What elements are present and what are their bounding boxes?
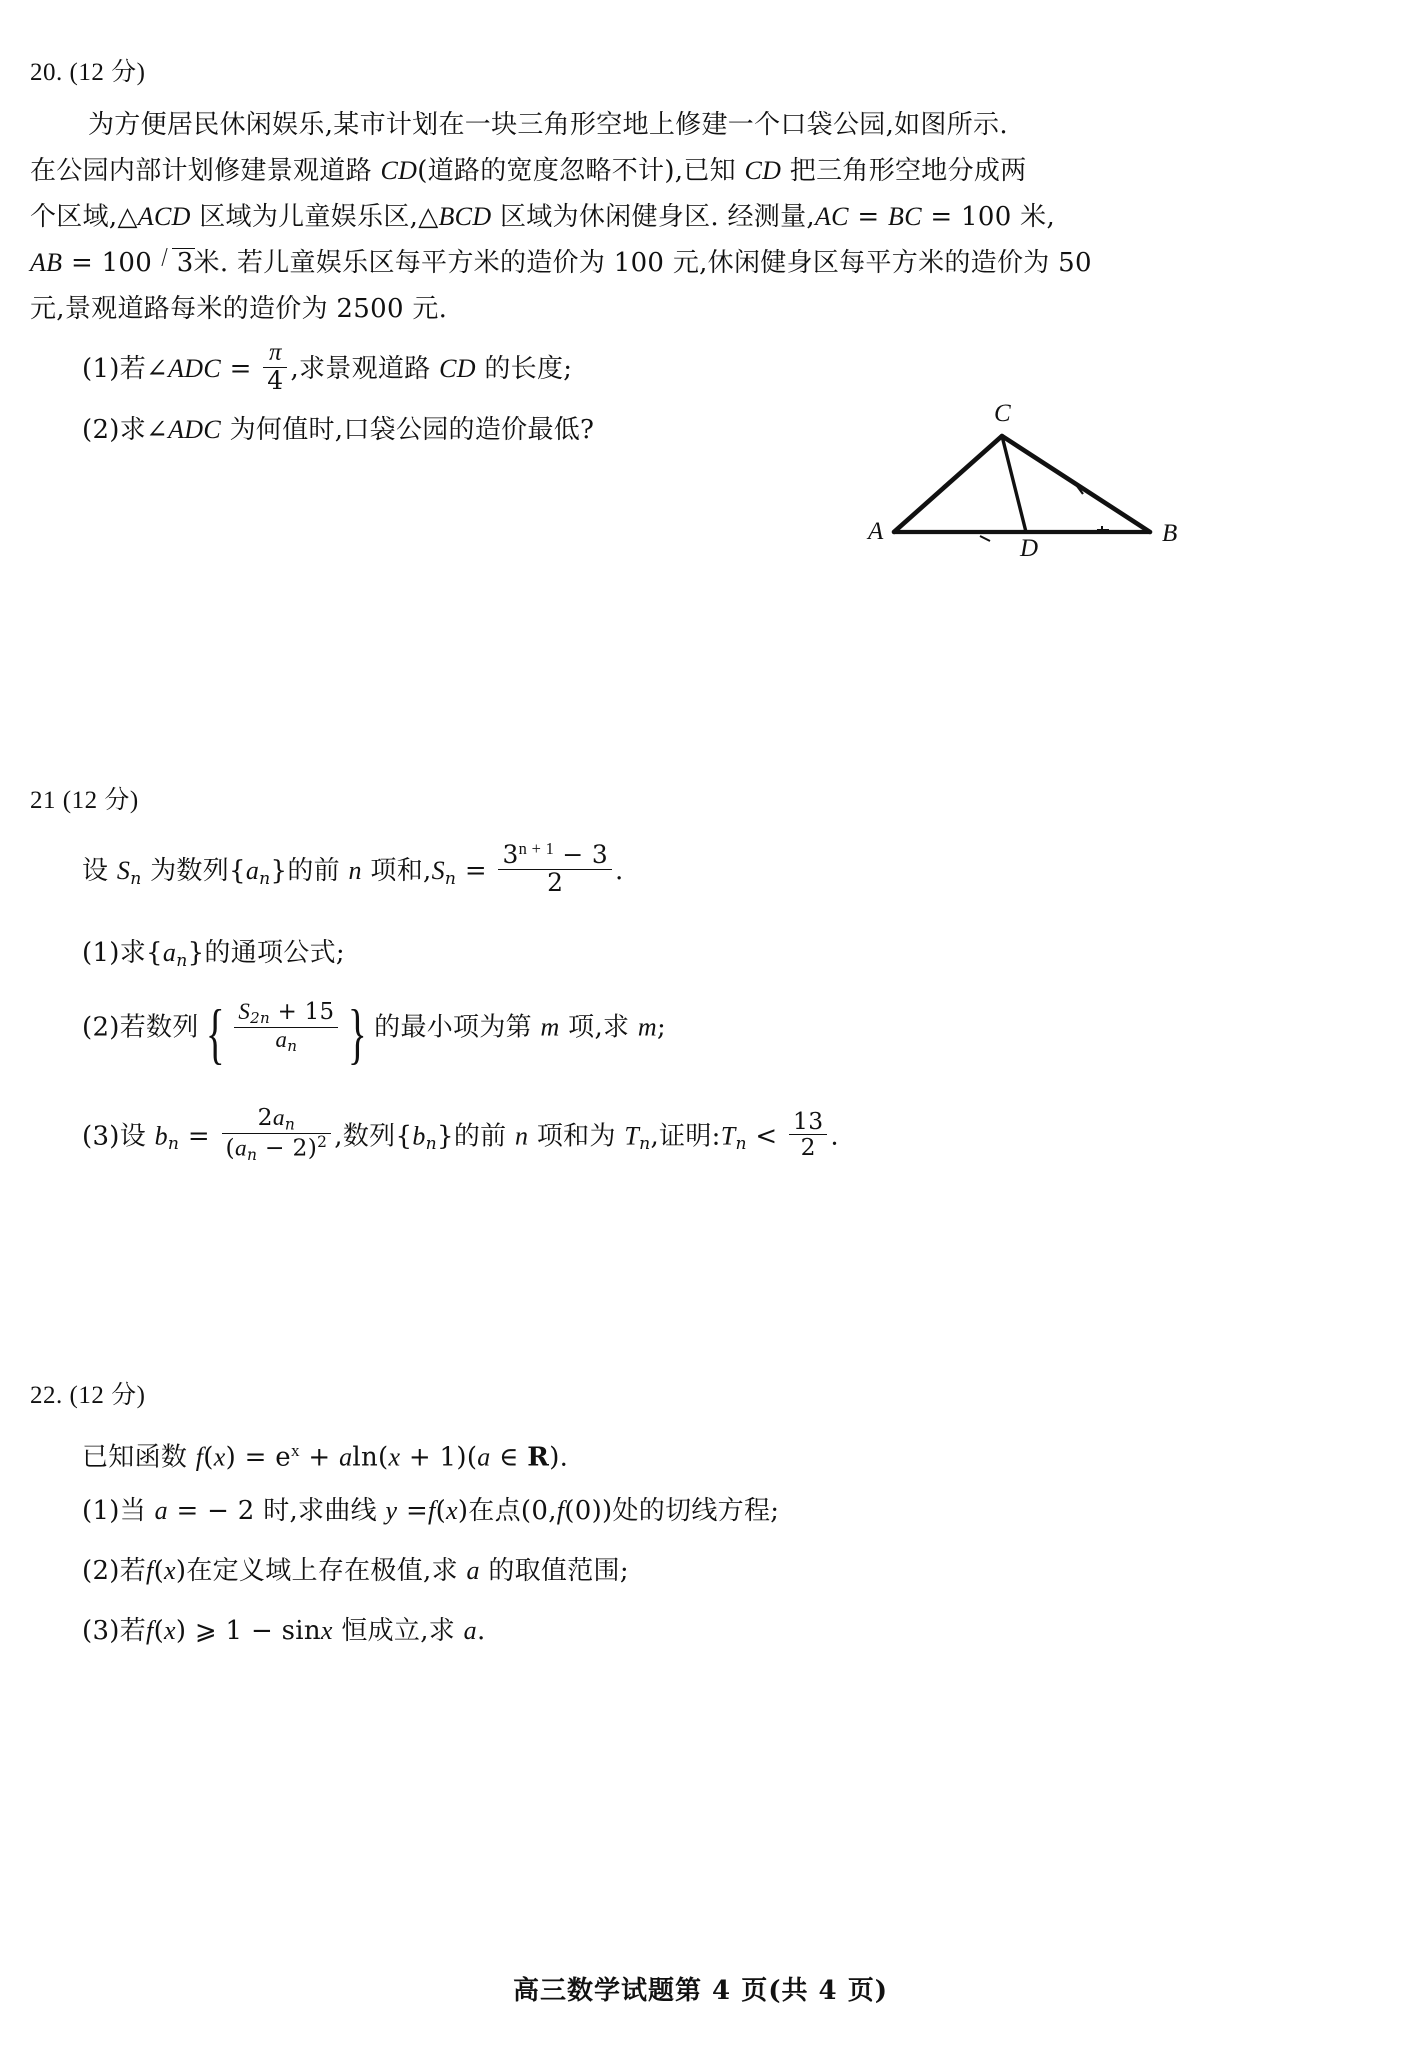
triangle-svg (830, 420, 1250, 600)
left-brace-icon: { (205, 995, 225, 1071)
q21-sub2-num-tail: + 15 (270, 999, 335, 1025)
q20-l2-cd1: CD (380, 156, 418, 185)
q21-sub-3 (82, 1105, 839, 1167)
q21-sub3-mid: ,数列{ (334, 1121, 413, 1152)
q22-stem-p6: + 1)( (400, 1442, 478, 1473)
q21-stem-S-sub: n (130, 868, 142, 889)
q21-sub1-post: }的通项公式; (187, 938, 345, 968)
q22-sub2-a: a (466, 1556, 480, 1585)
q22-sub-3 (82, 1608, 486, 1654)
q22-sub1-x1: x (446, 1496, 458, 1525)
q21-sub3-b-sub: n (167, 1134, 180, 1155)
q22-sub1-p1: 当 (119, 1496, 155, 1526)
q22-sub3-p3: ) ⩾ 1 − sin (175, 1616, 321, 1646)
q22-sub1-p3: = (397, 1496, 429, 1526)
q21-sub3-b: b (154, 1121, 168, 1151)
q20-body-line-5 (30, 286, 447, 332)
q21-stem (82, 840, 624, 902)
q22-stem-p2: ( (203, 1442, 214, 1473)
q22-stem-p5: ln( (352, 1442, 389, 1473)
q21-sub3-mid4: ,证明: (650, 1121, 721, 1152)
q21-sub-1 (82, 930, 345, 984)
q21-sub2-a: a (275, 1026, 288, 1052)
q22-sub1-label: (1) (82, 1496, 120, 1526)
q20-l3-p3: 区域为休闲健身区. 经测量, (491, 202, 815, 232)
q20-sub2-angle-adc: ADC (168, 415, 222, 444)
bn-num-2: 2 (257, 1103, 273, 1131)
vertex-label-B: B (1162, 520, 1178, 547)
q21-sub3-T-sub: n (639, 1134, 651, 1155)
q22-sub3-p2: ( (153, 1616, 165, 1646)
bn-frac-den (222, 1133, 332, 1163)
q21-sub3-label: (3) (82, 1121, 120, 1152)
q22-sub1-y: y (385, 1496, 398, 1525)
q20-body-line-3 (30, 194, 1055, 240)
sn-num-tail: − 3 (554, 840, 609, 870)
q22-sub3-f: f (146, 1616, 154, 1645)
q22-stem-x1: x (213, 1442, 226, 1472)
q22-stem-p8: ). (549, 1442, 569, 1473)
q22-sub-1 (82, 1488, 779, 1534)
q20-l4-radicand: 3 (176, 248, 194, 278)
q21-stem-period: . (615, 856, 624, 887)
q22-stem-p1: 已知函数 (82, 1442, 196, 1473)
q20-sub1-tail: 的长度; (475, 353, 573, 384)
q21-sub1-pre: 求{ (119, 938, 163, 968)
bn-formula-fraction (222, 1105, 332, 1163)
bn-den-a: a (234, 1135, 247, 1162)
q21-stem-p3: }的前 (270, 856, 349, 887)
q21-sub2-m2: m (637, 1012, 657, 1042)
q21-stem-S2: S (431, 856, 445, 886)
sn-num-exponent: n + 1 (518, 839, 555, 858)
q20-l3-eq1: = (848, 202, 889, 232)
q22-stem (82, 1428, 568, 1480)
q21-stem-a-sub: n (259, 868, 271, 889)
q21-sub2-a-sub: n (287, 1036, 298, 1055)
question-20-points: (12 分) (69, 59, 146, 86)
q21-sub3-n: n (515, 1121, 529, 1151)
q22-sub3-label: (3) (82, 1616, 120, 1646)
q21-stem-p4: 项和, (361, 856, 432, 887)
right-brace-icon: } (348, 995, 368, 1071)
q21-sub3-b2-sub: n (425, 1134, 437, 1155)
q20-sub1-post: ,求景观道路 (290, 353, 440, 384)
q20-l3-p4: 米, (1020, 202, 1056, 232)
q20-line1-text: 为方便居民休闲娱乐,某市计划在一块三角形空地上修建一个口袋公园,如图所示. (88, 110, 1008, 140)
q21-sub3-pre: 设 (119, 1121, 155, 1152)
q20-l4-p1: 米. 若儿童娱乐区每平方米的造价为 100 元,休闲健身区每平方米的造价为 50 (193, 248, 1092, 278)
q20-body-line-4 (30, 240, 1092, 286)
q22-sub3-x2: x (320, 1616, 333, 1645)
q21-sub3-mid2: }的前 (436, 1121, 515, 1152)
bn-den-a-sub: n (246, 1145, 258, 1164)
q20-l3-bcd: BCD (438, 202, 492, 231)
q21-stem-p2: 为数列{ (141, 856, 246, 887)
q22-sub3-p5: . (476, 1616, 486, 1646)
bn-den-open: ( (225, 1133, 235, 1162)
q22-sub-2 (82, 1548, 629, 1594)
question-22-points: (12 分) (69, 1382, 146, 1409)
q22-stem-R: R (527, 1442, 550, 1473)
question-21-points: (12 分) (62, 787, 139, 814)
q21-stem-p1: 设 (82, 856, 117, 887)
q20-l3-eq2: = 100 (921, 202, 1021, 232)
q22-stem-p4: + (299, 1442, 340, 1473)
q20-body-line-1 (88, 102, 1008, 148)
q22-stem-exp: x (290, 1441, 300, 1460)
sqrt-3-radical (163, 240, 194, 286)
q21-sub3-T2-sub: n (735, 1134, 747, 1155)
q22-stem-x2: x (388, 1442, 401, 1472)
thirteen-over-two-fraction (789, 1109, 827, 1161)
q20-l4-ab: AB (30, 248, 63, 277)
q20-sub1-frac-num: π (268, 339, 282, 366)
q21-sub3-mid3: 项和为 (528, 1121, 625, 1152)
q21-sub1-a: a (162, 938, 177, 967)
q20-body-line-2 (30, 148, 1027, 194)
q21-sub3-b2: b (412, 1121, 426, 1151)
q21-sub2-tail: ; (656, 1012, 667, 1043)
q21-sub-2 (82, 995, 667, 1071)
q22-sub1-p6: (0))处的切线方程; (564, 1496, 780, 1526)
q22-sub2-f: f (146, 1556, 154, 1585)
q20-sub1-frac-den: 4 (263, 367, 287, 395)
q20-l2-p2: (道路的宽度忽略不计),已知 (417, 156, 745, 186)
q21-sub1-a-sub: n (176, 950, 188, 971)
q20-sub1-label: (1) (82, 353, 120, 384)
triangle-figure (830, 400, 1250, 600)
q22-sub2-label: (2) (82, 1556, 120, 1586)
q20-l3-bc: BC (888, 202, 922, 231)
q22-stem-a2: a (477, 1442, 491, 1472)
q22-stem-a: a (339, 1442, 353, 1472)
q20-l4-eq: = 100 (62, 248, 161, 278)
question-20-header (30, 52, 145, 88)
q20-l2-cd2: CD (744, 156, 782, 185)
q22-sub3-p1: 若 (119, 1616, 147, 1646)
q22-sub3-a: a (463, 1616, 477, 1645)
q20-sub1-pre: 若∠ (119, 353, 169, 384)
q20-l5-text: 元,景观道路每米的造价为 2500 元. (30, 294, 448, 324)
q20-sub-2 (82, 407, 594, 453)
bn-num-a-sub: n (284, 1115, 296, 1134)
q22-sub1-f2: f (556, 1496, 565, 1525)
q20-l3-p2: 区域为儿童娱乐区,△ (190, 202, 439, 232)
q21-sub2-S-sub: 2n (250, 1009, 271, 1028)
s2n-plus-15-over-an-fraction (234, 1000, 338, 1054)
q22-sub2-p1: 若 (119, 1556, 147, 1586)
q20-sub-1 (82, 340, 572, 395)
bn-den-mid: − 2) (257, 1133, 318, 1162)
q21-sub2-label: (2) (82, 1012, 120, 1043)
q20-l2-p3: 把三角形空地分成两 (781, 156, 1027, 186)
q21-sub3-T2: T (720, 1121, 736, 1151)
q21-sub2-post: 项,求 (559, 1012, 638, 1043)
q22-stem-f: f (195, 1442, 204, 1472)
q21-sub2-S: S (238, 999, 251, 1024)
page-footer: 高三数学试题第 4 页(共 4 页) (513, 1976, 888, 2006)
vertex-label-D: D (1020, 535, 1039, 562)
q20-sub1-eq: = (221, 353, 261, 384)
bn-num-a: a (272, 1105, 285, 1131)
q20-sub2-post: 为何值时,口袋公园的造价最低? (221, 415, 595, 445)
sn-frac-numerator (498, 840, 612, 869)
sn-frac-denominator: 2 (498, 869, 612, 897)
sn-formula-fraction (498, 840, 612, 897)
q21-sub2-frac-num (234, 1000, 338, 1027)
q22-sub1-p5: )在点(0, (457, 1496, 557, 1526)
q21-sub2-mid: 的最小项为第 (374, 1012, 541, 1043)
q20-sub1-cd: CD (439, 353, 476, 383)
q21-stem-eq: = (456, 856, 496, 887)
q21-sub3-T: T (624, 1121, 640, 1151)
q21-sub2-pre: 若数列 (119, 1012, 199, 1043)
bn-den-exponent: 2 (317, 1132, 328, 1151)
q21-sub2-frac-den (234, 1027, 338, 1055)
question-22-header (30, 1375, 145, 1411)
q20-l3-p1: 个区域,△ (30, 202, 138, 232)
sn-num-base: 3 (502, 840, 519, 870)
q22-sub3-x: x (164, 1616, 176, 1645)
q22-sub3-p4: 恒成立,求 (332, 1616, 464, 1646)
q20-sub2-label: (2) (82, 415, 120, 445)
q21-stem-a: a (245, 856, 260, 886)
q22-sub1-p4: ( (435, 1496, 447, 1526)
q21-stem-S: S (116, 856, 131, 886)
q20-sub1-angle-adc: ADC (168, 353, 222, 383)
q22-sub2-p2: ( (153, 1556, 165, 1586)
q21-sub3-frac2-den: 2 (789, 1134, 827, 1160)
q22-stem-p7: ∈ (490, 1442, 528, 1473)
q21-stem-n: n (348, 856, 362, 886)
vertex-label-C: C (994, 400, 1011, 427)
q22-sub2-p4: 的取值范围; (479, 1556, 629, 1586)
q22-sub2-p3: )在定义域上存在极值,求 (175, 1556, 467, 1586)
q22-sub2-x: x (164, 1556, 176, 1585)
q21-sub2-m1: m (540, 1012, 560, 1042)
question-21-header (30, 780, 139, 816)
bn-frac-num (222, 1105, 332, 1133)
q20-l3-acd: ACD (137, 202, 191, 231)
q21-sub3-eq: = (179, 1121, 219, 1152)
q20-sub2-pre: 求∠ (119, 415, 169, 445)
q20-l2-p1: 在公园内部计划修建景观道路 (30, 156, 381, 186)
q21-stem-S2-sub: n (444, 868, 457, 889)
q20-l3-ac: AC (814, 202, 849, 231)
question-21-number: 21 (30, 787, 56, 814)
q22-stem-p3: ) = e (225, 1442, 291, 1473)
q21-sub3-tail: . (830, 1121, 839, 1152)
q21-sub1-label: (1) (82, 938, 120, 968)
q21-sub3-frac2-num: 13 (793, 1107, 824, 1136)
q22-sub1-p2: = − 2 时,求曲线 (167, 1496, 386, 1526)
question-22-number: 22. (30, 1382, 63, 1409)
vertex-label-A: A (868, 518, 884, 545)
question-20-number: 20. (30, 59, 63, 86)
q21-sub3-lt: < (746, 1121, 787, 1152)
q22-sub1-f1: f (428, 1496, 436, 1525)
pi-over-4-fraction (263, 340, 287, 395)
q22-sub1-a: a (154, 1496, 168, 1525)
